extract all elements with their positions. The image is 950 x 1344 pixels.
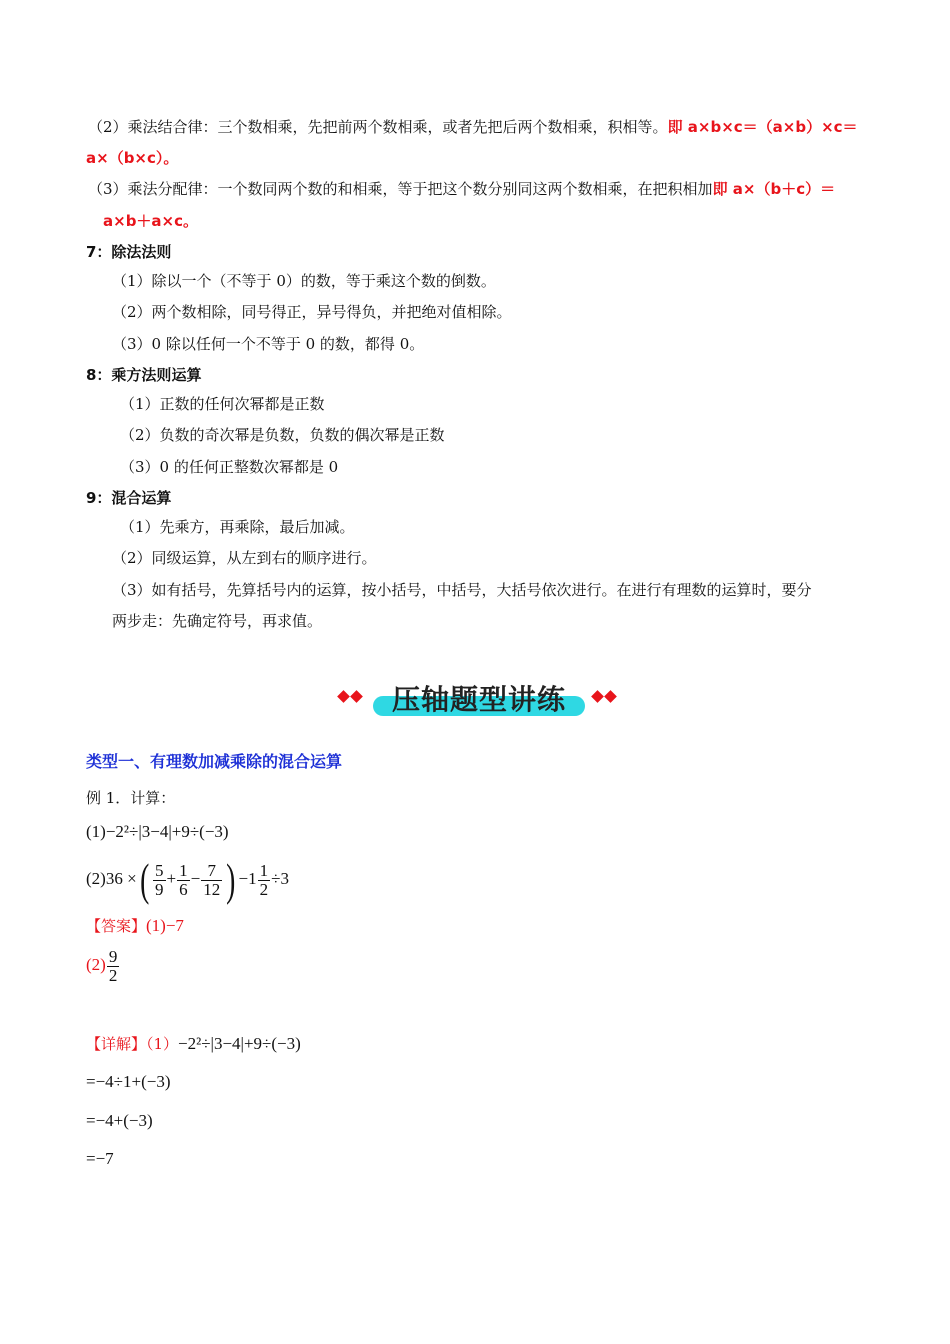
mixed-rule-3b: 两步走：先确定符号，再求值。 [112, 612, 323, 630]
section-banner [335, 676, 620, 720]
law-distributive-text: （3）乘法分配律：一个数同两个数的和相乘，等于把这个数分别同这两个数相乘，在把积相加 [88, 180, 713, 198]
fraction-7-12: $\frac{7}{12}$ [203, 860, 221, 899]
division-rule-1: （1）除以一个（不等于 0）的数，等于乘这个数的倒数。 [112, 272, 496, 290]
law-distributive-line [88, 179, 835, 199]
power-rule-1: （1）正数的任何次幂都是正数 [120, 395, 325, 413]
law-distributive-formula-cont: a×b＋a×c。 [103, 212, 199, 230]
detail-label: 【详解】（1） [86, 1035, 179, 1053]
question-2-int: −1 [238, 869, 257, 888]
diamond-icon [591, 690, 604, 703]
heading-division-rule: 7：除法法则 [86, 243, 172, 261]
law-associative-line [88, 117, 858, 137]
type-title: 类型一、有理数加减乘除的混合运算 [86, 752, 343, 771]
fraction-1-6: $\frac{1}{6}$ [179, 860, 188, 899]
answer-2-prefix: (2) [86, 955, 106, 974]
example-label: 例 1．计算： [86, 789, 176, 807]
question-2-tail: ÷3 [271, 869, 289, 888]
division-rule-3: （3）0 除以任何一个不等于 0 的数，都得 0。 [112, 335, 425, 353]
diamond-icon [604, 690, 617, 703]
diamond-icon [337, 690, 350, 703]
mixed-rule-1: （1）先乘方，再乘除，最后加减。 [120, 518, 355, 536]
solution-step-2: =−4+(−3) [86, 1111, 153, 1130]
question-1 [86, 822, 229, 842]
fraction-9-2: $\frac{9}{2}$ [108, 946, 118, 985]
solution-step-3: =−7 [86, 1149, 114, 1168]
law-associative-text: （2）乘法结合律：三个数相乘，先把前两个数相乘，或者先把后两个数相乘，积相等。 [88, 118, 668, 136]
power-rule-2: （2）负数的奇次幂是负数，负数的偶次幂是正数 [120, 426, 445, 444]
question-2-prefix: (2)36 × [86, 869, 137, 888]
question-2: (2)36 ×( $\frac{5}{9}$ + $\frac{1}{6}$ − $\frac{7}{12}$ ) −1 $\frac{1}{2}$ ÷3 [86, 854, 289, 906]
banner-title: 压轴题型讲练 [391, 683, 566, 716]
power-rule-3: （3）0 的任何正整数次幂都是 0 [120, 458, 339, 476]
question-1-prefix: (1) [86, 822, 106, 841]
detail-expression: −2²÷|3−4|+9÷(−3) [178, 1034, 301, 1053]
right-paren: ) [226, 854, 236, 906]
law-distributive-formula: 即 a×（b＋c）＝ [712, 180, 836, 198]
answer-2 [86, 945, 120, 985]
heading-power-rule: 8：乘方法则运算 [86, 366, 202, 384]
law-associative-formula-cont: a×（b×c）。 [86, 149, 179, 167]
diamond-icon [350, 690, 363, 703]
answer-line [86, 916, 184, 936]
solution-step-1: =−4÷1+(−3) [86, 1072, 171, 1091]
heading-mixed-operations: 9：混合运算 [86, 489, 172, 507]
mixed-rule-2: （2）同级运算，从左到右的顺序进行。 [112, 549, 377, 567]
answer-1: (1)−7 [146, 916, 184, 935]
fraction-5-9: $\frac{5}{9}$ [155, 860, 164, 899]
mixed-rule-3a: （3）如有括号，先算括号内的运算，按小括号，中括号，大括号依次进行。在进行有理数的运算时，要分 [112, 581, 812, 599]
left-paren: ( [139, 854, 149, 906]
question-1-expression: −2²÷|3−4|+9÷(−3) [105, 822, 229, 841]
division-rule-2: （2）两个数相除，同号得正，异号得负，并把绝对值相除。 [112, 303, 512, 321]
fraction-1-2: $\frac{1}{2}$ [259, 860, 269, 899]
law-associative-formula: 即 a×b×c＝（a×b）×c＝ [667, 118, 858, 136]
detail-line [86, 1034, 301, 1054]
answer-label: 【答案】 [86, 917, 147, 935]
